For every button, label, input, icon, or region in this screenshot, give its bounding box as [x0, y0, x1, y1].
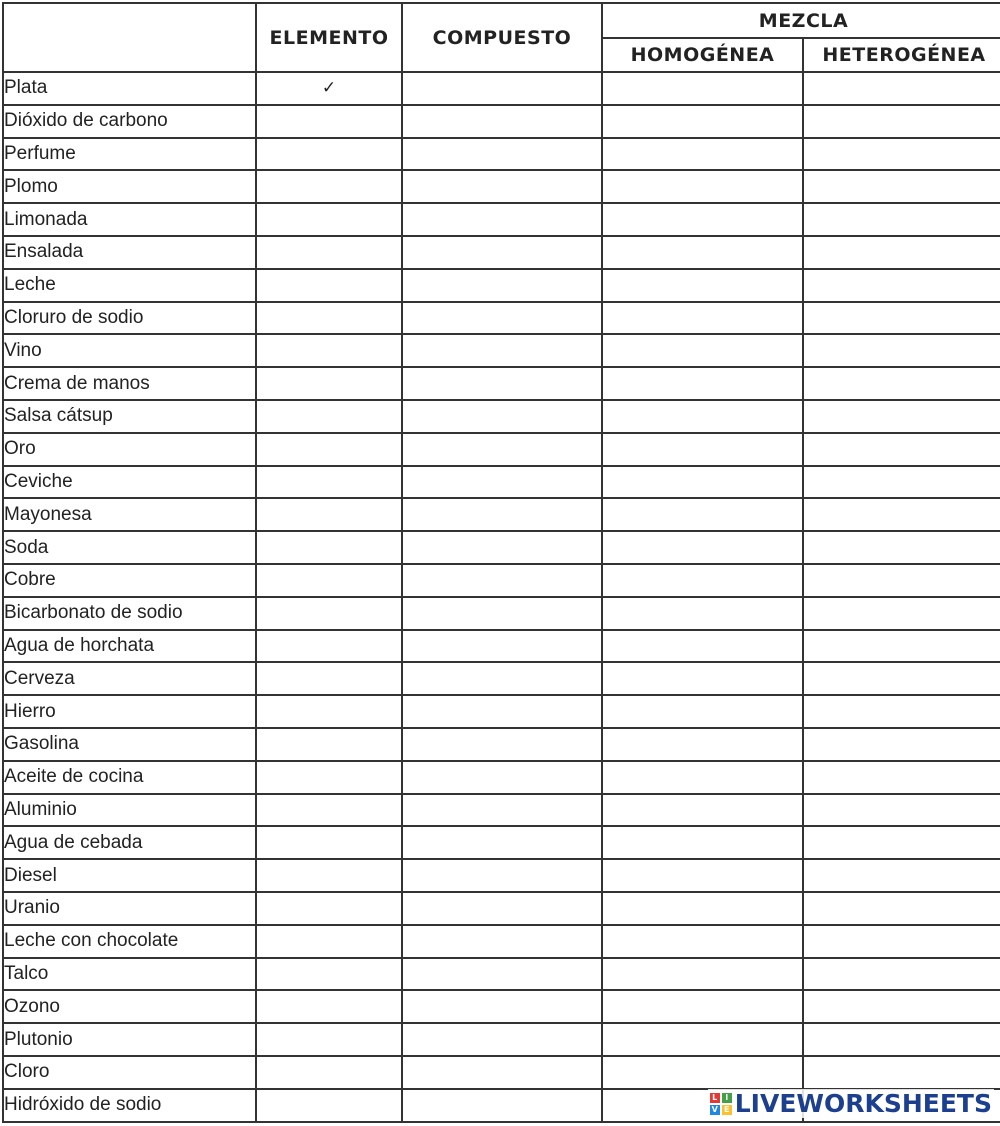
table-row	[3, 466, 1000, 499]
answer-cell-elemento[interactable]	[256, 761, 402, 794]
row-label: Hidróxido de sodio	[3, 1089, 256, 1122]
answer-cell-compuesto[interactable]	[402, 105, 602, 138]
answer-cell-compuesto[interactable]	[402, 990, 602, 1023]
answer-cell-heterogenea[interactable]	[803, 170, 1000, 203]
watermark-text: LIVEWORKSHEETS	[734, 1089, 992, 1118]
row-label: Bicarbonato de sodio	[3, 597, 256, 630]
answer-cell-compuesto[interactable]	[402, 203, 602, 236]
table-row	[3, 728, 1000, 761]
row-label: Aluminio	[3, 794, 256, 827]
answer-cell-elemento[interactable]	[256, 1023, 402, 1056]
answer-cell-compuesto[interactable]	[402, 531, 602, 564]
row-label: Perfume	[3, 138, 256, 171]
answer-cell-heterogenea[interactable]	[803, 925, 1000, 958]
row-label: Plata	[3, 72, 256, 105]
answer-cell-elemento[interactable]	[256, 630, 402, 663]
answer-cell-compuesto[interactable]	[402, 367, 602, 400]
answer-cell-elemento[interactable]	[256, 334, 402, 367]
table-row	[3, 794, 1000, 827]
table-row	[3, 236, 1000, 269]
answer-cell-elemento[interactable]	[256, 794, 402, 827]
table-row	[3, 892, 1000, 925]
answer-cell-heterogenea[interactable]	[803, 597, 1000, 630]
answer-cell-homogenea[interactable]	[602, 892, 803, 925]
answer-cell-homogenea[interactable]	[602, 630, 803, 663]
table-row	[3, 990, 1000, 1023]
answer-cell-compuesto[interactable]	[402, 826, 602, 859]
answer-cell-heterogenea[interactable]	[803, 892, 1000, 925]
answer-cell-homogenea[interactable]	[602, 1056, 803, 1089]
answer-cell-heterogenea[interactable]	[803, 433, 1000, 466]
answer-cell-elemento[interactable]	[256, 105, 402, 138]
answer-cell-heterogenea[interactable]	[803, 72, 1000, 105]
liveworksheets-logo-icon	[710, 1093, 732, 1115]
table-row	[3, 630, 1000, 663]
row-label: Leche con chocolate	[3, 925, 256, 958]
answer-cell-elemento[interactable]	[256, 498, 402, 531]
row-label: Leche	[3, 269, 256, 302]
answer-cell-elemento[interactable]	[256, 695, 402, 728]
answer-cell-elemento[interactable]	[256, 1056, 402, 1089]
answer-cell-heterogenea[interactable]	[803, 695, 1000, 728]
table-row	[3, 1056, 1000, 1089]
table-row	[3, 597, 1000, 630]
row-label: Ensalada	[3, 236, 256, 269]
table-row	[3, 662, 1000, 695]
logo-square: V	[711, 1104, 718, 1114]
answer-cell-compuesto[interactable]	[402, 1089, 602, 1122]
table-row	[3, 859, 1000, 892]
answer-cell-homogenea[interactable]	[602, 236, 803, 269]
row-label: Agua de cebada	[3, 826, 256, 859]
header-homogenea: HOMOGÉNEA	[602, 38, 803, 72]
answer-cell-elemento[interactable]	[256, 400, 402, 433]
answer-cell-compuesto[interactable]	[402, 1056, 602, 1089]
header-heterogenea: HETEROGÉNEA	[803, 38, 1000, 72]
answer-cell-compuesto[interactable]	[402, 794, 602, 827]
answer-cell-homogenea[interactable]	[602, 1023, 803, 1056]
answer-cell-homogenea[interactable]	[602, 662, 803, 695]
row-label: Soda	[3, 531, 256, 564]
answer-cell-compuesto[interactable]	[402, 859, 602, 892]
answer-cell-heterogenea[interactable]	[803, 236, 1000, 269]
answer-cell-elemento[interactable]	[256, 531, 402, 564]
answer-cell-compuesto[interactable]	[402, 269, 602, 302]
answer-cell-heterogenea[interactable]	[803, 990, 1000, 1023]
table-row	[3, 433, 1000, 466]
row-label: Ozono	[3, 990, 256, 1023]
answer-cell-compuesto[interactable]	[402, 170, 602, 203]
answer-cell-heterogenea[interactable]	[803, 334, 1000, 367]
answer-cell-homogenea[interactable]	[602, 203, 803, 236]
row-label: Diesel	[3, 859, 256, 892]
table-row	[3, 1023, 1000, 1056]
row-label: Cobre	[3, 564, 256, 597]
answer-cell-heterogenea[interactable]	[803, 630, 1000, 663]
answer-cell-heterogenea[interactable]	[803, 564, 1000, 597]
table-row	[3, 761, 1000, 794]
answer-cell-heterogenea[interactable]	[803, 728, 1000, 761]
answer-cell-homogenea[interactable]	[602, 433, 803, 466]
answer-cell-compuesto[interactable]	[402, 236, 602, 269]
table-row	[3, 531, 1000, 564]
table-row	[3, 925, 1000, 958]
row-label: Cloro	[3, 1056, 256, 1089]
answer-cell-compuesto[interactable]	[402, 466, 602, 499]
answer-cell-homogenea[interactable]	[602, 302, 803, 335]
answer-cell-homogenea[interactable]	[602, 728, 803, 761]
answer-cell-homogenea[interactable]	[602, 564, 803, 597]
row-label: Salsa cátsup	[3, 400, 256, 433]
table-row	[3, 400, 1000, 433]
header-mezcla: MEZCLA	[602, 3, 1000, 38]
table-row	[3, 72, 1000, 105]
row-label: Plomo	[3, 170, 256, 203]
answer-cell-elemento[interactable]	[256, 990, 402, 1023]
answer-cell-compuesto[interactable]	[402, 597, 602, 630]
answer-cell-homogenea[interactable]	[602, 859, 803, 892]
header-row-top	[3, 3, 1000, 38]
answer-cell-homogenea[interactable]	[602, 72, 803, 105]
answer-cell-elemento[interactable]	[256, 826, 402, 859]
row-label: Vino	[3, 334, 256, 367]
answer-cell-homogenea[interactable]	[602, 334, 803, 367]
table-row	[3, 302, 1000, 335]
answer-cell-heterogenea[interactable]	[803, 203, 1000, 236]
row-label: Hierro	[3, 695, 256, 728]
answer-cell-compuesto[interactable]	[402, 662, 602, 695]
answer-cell-compuesto[interactable]	[402, 72, 602, 105]
answer-cell-homogenea[interactable]	[602, 794, 803, 827]
table-row	[3, 105, 1000, 138]
answer-cell-homogenea[interactable]	[602, 761, 803, 794]
answer-cell-compuesto[interactable]	[402, 761, 602, 794]
answer-cell-compuesto[interactable]	[402, 892, 602, 925]
answer-cell-homogenea[interactable]	[602, 695, 803, 728]
answer-cell-homogenea[interactable]	[602, 170, 803, 203]
answer-cell-homogenea[interactable]	[602, 531, 803, 564]
answer-cell-elemento[interactable]	[256, 466, 402, 499]
answer-cell-elemento[interactable]	[256, 859, 402, 892]
answer-cell-homogenea[interactable]	[602, 990, 803, 1023]
row-label: Cloruro de sodio	[3, 302, 256, 335]
answer-cell-compuesto[interactable]	[402, 695, 602, 728]
header-item	[3, 3, 256, 72]
answer-cell-homogenea[interactable]	[602, 826, 803, 859]
answer-cell-elemento[interactable]	[256, 203, 402, 236]
answer-cell-compuesto[interactable]	[402, 1023, 602, 1056]
answer-cell-homogenea[interactable]	[602, 269, 803, 302]
table-row	[3, 498, 1000, 531]
liveworksheets-watermark	[708, 1089, 994, 1118]
row-label: Limonada	[3, 203, 256, 236]
answer-cell-compuesto[interactable]	[402, 728, 602, 761]
answer-cell-heterogenea[interactable]	[803, 367, 1000, 400]
answer-cell-compuesto[interactable]	[402, 302, 602, 335]
answer-cell-compuesto[interactable]	[402, 138, 602, 171]
answer-cell-compuesto[interactable]	[402, 433, 602, 466]
answer-cell-elemento[interactable]	[256, 269, 402, 302]
answer-cell-compuesto[interactable]	[402, 334, 602, 367]
answer-cell-elemento[interactable]	[256, 564, 402, 597]
logo-square: I	[722, 1093, 732, 1103]
answer-cell-elemento[interactable]	[256, 302, 402, 335]
table-row	[3, 269, 1000, 302]
table-row	[3, 203, 1000, 236]
answer-cell-homogenea[interactable]	[602, 925, 803, 958]
row-label: Oro	[3, 433, 256, 466]
answer-cell-elemento[interactable]	[256, 925, 402, 958]
answer-cell-homogenea[interactable]	[602, 367, 803, 400]
answer-cell-heterogenea[interactable]	[803, 1023, 1000, 1056]
table-body	[3, 72, 1000, 1122]
answer-cell-heterogenea[interactable]	[803, 138, 1000, 171]
row-label: Crema de manos	[3, 367, 256, 400]
row-label: Dióxido de carbono	[3, 105, 256, 138]
row-label: Mayonesa	[3, 498, 256, 531]
answer-cell-heterogenea[interactable]	[803, 761, 1000, 794]
answer-cell-homogenea[interactable]	[602, 597, 803, 630]
table-row	[3, 695, 1000, 728]
answer-cell-heterogenea[interactable]	[803, 794, 1000, 827]
table-row	[3, 564, 1000, 597]
answer-cell-heterogenea[interactable]	[803, 958, 1000, 991]
answer-cell-heterogenea[interactable]	[803, 105, 1000, 138]
answer-cell-elemento[interactable]	[256, 138, 402, 171]
row-label: Plutonio	[3, 1023, 256, 1056]
row-label: Agua de horchata	[3, 630, 256, 663]
answer-cell-heterogenea[interactable]	[803, 531, 1000, 564]
answer-cell-elemento[interactable]	[256, 433, 402, 466]
answer-cell-homogenea[interactable]	[602, 138, 803, 171]
answer-cell-elemento[interactable]	[256, 170, 402, 203]
answer-cell-homogenea[interactable]	[602, 958, 803, 991]
row-label: Ceviche	[3, 466, 256, 499]
table-row	[3, 958, 1000, 991]
answer-cell-heterogenea[interactable]	[803, 859, 1000, 892]
header-compuesto: COMPUESTO	[402, 3, 602, 72]
answer-cell-compuesto[interactable]	[402, 630, 602, 663]
row-label: Cerveza	[3, 662, 256, 695]
answer-cell-homogenea[interactable]	[602, 105, 803, 138]
answer-cell-elemento[interactable]: ✓	[256, 72, 402, 105]
row-label: Aceite de cocina	[3, 761, 256, 794]
answer-cell-elemento[interactable]	[256, 367, 402, 400]
logo-square: L	[710, 1093, 720, 1103]
answer-cell-homogenea[interactable]	[602, 466, 803, 499]
row-label: Talco	[3, 958, 256, 991]
answer-cell-compuesto[interactable]	[402, 925, 602, 958]
answer-cell-compuesto[interactable]	[402, 958, 602, 991]
table-row	[3, 334, 1000, 367]
row-label: Uranio	[3, 892, 256, 925]
answer-cell-heterogenea[interactable]	[803, 302, 1000, 335]
answer-cell-heterogenea[interactable]	[803, 269, 1000, 302]
logo-square: E	[722, 1105, 732, 1115]
answer-cell-compuesto[interactable]	[402, 498, 602, 531]
answer-cell-homogenea[interactable]	[602, 400, 803, 433]
answer-cell-elemento[interactable]	[256, 728, 402, 761]
classification-table	[2, 2, 1000, 1123]
answer-cell-heterogenea[interactable]	[803, 826, 1000, 859]
answer-cell-elemento[interactable]	[256, 958, 402, 991]
answer-cell-elemento[interactable]	[256, 662, 402, 695]
answer-cell-elemento[interactable]	[256, 597, 402, 630]
table-row	[3, 367, 1000, 400]
answer-cell-elemento[interactable]	[256, 236, 402, 269]
answer-cell-compuesto[interactable]	[402, 400, 602, 433]
table-row	[3, 826, 1000, 859]
table-row	[3, 170, 1000, 203]
answer-cell-heterogenea[interactable]	[803, 400, 1000, 433]
answer-cell-homogenea[interactable]	[602, 498, 803, 531]
answer-cell-heterogenea[interactable]	[803, 662, 1000, 695]
answer-cell-heterogenea[interactable]	[803, 1056, 1000, 1089]
answer-cell-heterogenea[interactable]	[803, 466, 1000, 499]
row-label: Gasolina	[3, 728, 256, 761]
table-row	[3, 138, 1000, 171]
answer-cell-elemento[interactable]	[256, 892, 402, 925]
header-elemento: ELEMENTO	[256, 3, 402, 72]
answer-cell-heterogenea[interactable]	[803, 498, 1000, 531]
answer-cell-compuesto[interactable]	[402, 564, 602, 597]
answer-cell-elemento[interactable]	[256, 1089, 402, 1122]
